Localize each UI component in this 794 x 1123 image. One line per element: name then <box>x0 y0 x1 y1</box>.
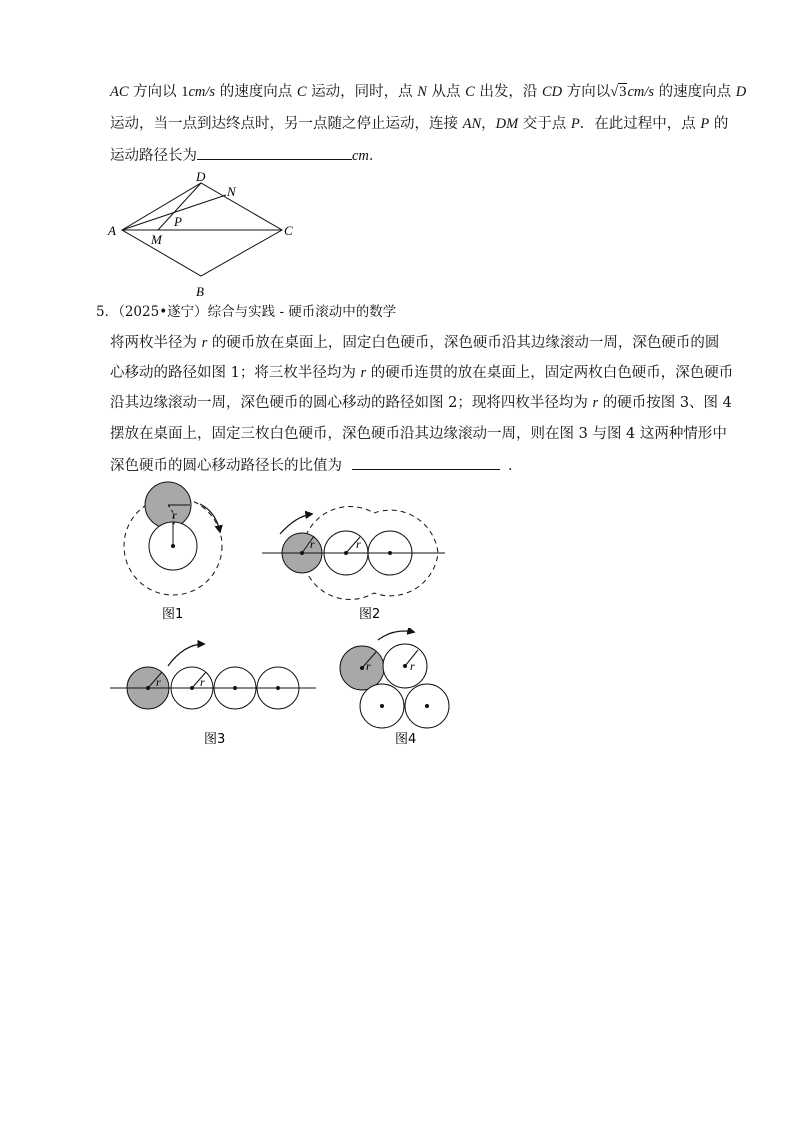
fig1-caption: 图1 <box>162 607 184 622</box>
answer-blank[interactable] <box>197 145 352 160</box>
label-p: P <box>174 214 182 229</box>
figure-2 <box>262 507 445 622</box>
coin-figures-3-4 <box>100 628 460 753</box>
label-c: C <box>284 223 293 238</box>
fig2-r-label-2: r <box>356 537 361 551</box>
fig1-arrow-icon <box>200 504 220 532</box>
fig4-caption: 图4 <box>395 732 417 747</box>
fig4-r-label-2: r <box>410 659 415 673</box>
fig3-r-label-2: r <box>200 675 205 689</box>
sqrt3: √3 <box>610 84 627 100</box>
p5-line-5: 深色硬币的圆心移动路径长的比值为 ． <box>110 455 523 476</box>
figure-1 <box>124 482 222 622</box>
label-a: A <box>108 223 116 238</box>
label-n: N <box>227 184 236 199</box>
fig2-caption: 图2 <box>359 607 381 622</box>
p5-header: 5．（2025•遂宁）综合与实践 - 硬币滚动中的数学 <box>96 304 397 320</box>
figure-3 <box>110 644 316 747</box>
ratio-answer-blank[interactable] <box>352 455 500 470</box>
label-d: D <box>196 169 206 184</box>
label-m: M <box>151 232 162 247</box>
p4-line-2: 运动，当一点到达终点时，另一点随之停止运动，连接 AN，DM 交于点 P．在此过程中，点 P 的 <box>110 116 729 132</box>
fig3-caption: 图3 <box>204 732 226 747</box>
fig3-r-label-1: r <box>156 675 161 689</box>
rhombus-figure <box>100 168 300 296</box>
p4-line-3: 运动路径长为 cm． <box>110 145 383 166</box>
label-b: B <box>196 284 204 296</box>
p5-line-4: 摆放在桌面上，固定三枚白色硬币，深色硬币沿其边缘滚动一周，则在图 3 与图 4 这两种情形中 <box>110 426 727 442</box>
fig1-r-label: r <box>172 508 177 522</box>
figure-4 <box>340 631 449 747</box>
coin-figures-1-2 <box>100 480 460 630</box>
fig4-arrow-icon <box>378 631 414 640</box>
fig2-r-label-1: r <box>310 537 315 551</box>
p5-line-3: 沿其边缘滚动一周，深色硬币的圆心移动的路径如图 2；现将四枚半径均为 r 的硬币按图 3、图 4 <box>110 395 732 411</box>
fig2-arrow-icon <box>280 514 312 534</box>
fig3-arrow-icon <box>168 644 204 666</box>
fig4-r-label-1: r <box>366 659 371 673</box>
p5-line-1: 将两枚半径为 r 的硬币放在桌面上，固定白色硬币，深色硬币沿其边缘滚动一周，深色硬币的圆 <box>110 335 720 351</box>
p5-line-2: 心移动的路径如图 1；将三枚半径均为 r 的硬币连贯的放在桌面上，固定两枚白色硬币，深色硬币 <box>110 365 734 381</box>
p4-line-1: AC 方向以 1cm/s 的速度向点 C 运动，同时，点 N 从点 C 出发，沿 CD 方向以√3cm/s 的速度向点 D <box>110 84 747 100</box>
